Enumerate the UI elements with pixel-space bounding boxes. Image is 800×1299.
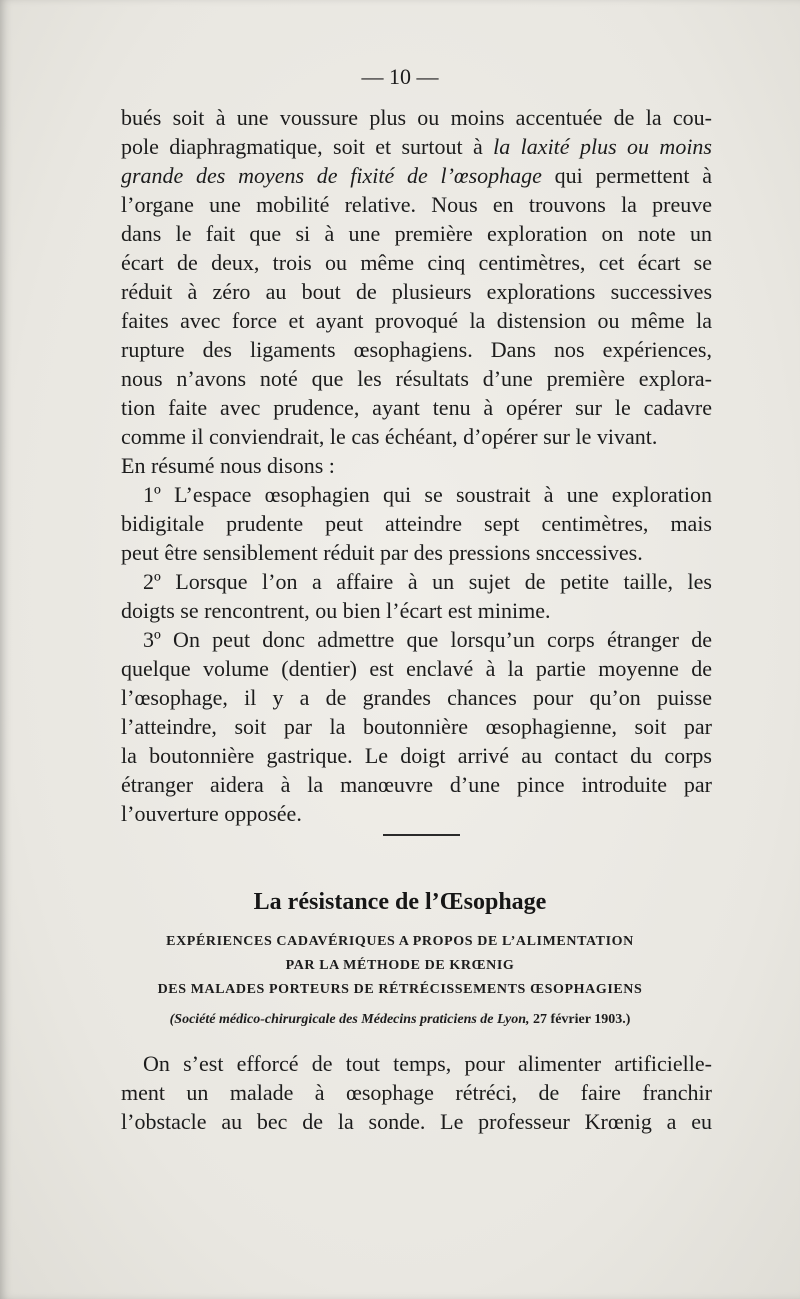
text-run: rupture des ligaments œsophagiens. Dans nos expériences, [121, 337, 712, 362]
text-line [121, 248, 712, 277]
text-run: l’ouverture opposée. [121, 801, 302, 826]
text-run: 1º L’espace œsophagien qui se soustrait à une exploration [143, 482, 712, 507]
text-line [121, 422, 712, 451]
text-run: 2º Lorsque l’on a affaire à un sujet de petite taille, les [143, 569, 712, 594]
text-run: On s’est efforcé de tout temps, pour alimenter artificielle- [143, 1051, 712, 1076]
text-line [121, 509, 712, 538]
text-line [121, 741, 712, 770]
text-line [121, 190, 712, 219]
text-line [121, 567, 712, 596]
numbered-conclusions [121, 480, 712, 828]
text-line [121, 712, 712, 741]
text-line [121, 1107, 712, 1136]
text-line [121, 335, 712, 364]
italic-phrase: grande des moyens de fixité de l’œsophage [121, 163, 542, 188]
text-run: l’organe une mobilité relative. Nous en trouvons la preuve [121, 192, 712, 217]
text-line [121, 393, 712, 422]
citation-date: 27 février 1903.) [529, 1012, 631, 1027]
body-text [121, 103, 712, 828]
text-run: l’atteindre, soit par la boutonnière œsophagienne, soit par [121, 714, 712, 739]
italic-phrase: la laxité plus ou moins [493, 134, 712, 159]
text-run: réduit à zéro au bout de plusieurs explorations successives [121, 279, 712, 304]
text-line [121, 538, 712, 567]
text-run: doigts se rencontrent, ou bien l’écart est minime. [121, 598, 551, 623]
body-paragraph [121, 103, 712, 480]
text-line [121, 277, 712, 306]
text-run: peut être sensiblement réduit par des pressions snccessives. [121, 540, 643, 565]
section-subtitle-line-2: PAR LA MÉTHODE DE KRŒNIG [285, 958, 515, 973]
text-run: tion faite avec prudence, ayant tenu à opérer sur le cadavre [121, 395, 712, 420]
text-run: comme il conviendrait, le cas échéant, d’opérer sur le vivant. [121, 424, 658, 449]
page-number: — 10 — [361, 64, 439, 89]
text-line [121, 799, 712, 828]
text-line [121, 306, 712, 335]
text-run: dans le fait que si à une première exploration on note un [121, 221, 712, 246]
text-run: bidigitale prudente peut atteindre sept centimètres, mais [121, 511, 712, 536]
section-divider [383, 834, 460, 836]
text-run: l’œsophage, il y a de grandes chances pour qu’on puisse [121, 685, 712, 710]
text-run: étranger aidera à la manœuvre d’une pince introduite par [121, 772, 712, 797]
section-citation [0, 1012, 800, 1028]
text-run: qui permettent à [541, 163, 712, 188]
section-subtitle-line-3: DES MALADES PORTEURS DE RÉTRÉCISSEMENTS ŒSOPHAGIENS [157, 982, 643, 997]
text-run: bués soit à une voussure plus ou moins accentuée de la cou- [121, 105, 712, 130]
text-run: ment un malade à œsophage rétréci, de faire franchir [121, 1080, 712, 1105]
text-line [121, 1049, 712, 1078]
text-run: faites avec force et ayant provoqué la distension ou même la [121, 308, 712, 333]
text-run: 3º On peut donc admettre que lorsqu’un corps étranger de [143, 627, 712, 652]
text-line [121, 596, 712, 625]
text-line [121, 219, 712, 248]
text-run: nous n’avons noté que les résultats d’une première explora- [121, 366, 712, 391]
text-run: écart de deux, trois ou même cinq centimètres, cet écart se [121, 250, 712, 275]
text-run: la boutonnière gastrique. Le doigt arrivé au contact du corps [121, 743, 712, 768]
text-line [121, 625, 712, 654]
text-run: En résumé nous disons : [121, 453, 335, 478]
text-line [121, 103, 712, 132]
text-line [121, 364, 712, 393]
text-line [121, 161, 712, 190]
section-title: La résistance de l’Œsophage [253, 889, 547, 915]
text-run: l’obstacle au bec de la sonde. Le professeur Krœnig a eu [121, 1109, 712, 1134]
closing-paragraph [121, 1049, 712, 1136]
text-line [121, 1078, 712, 1107]
citation-society: (Société médico-chirurgicale des Médecins praticiens de Lyon, [169, 1012, 530, 1027]
text-line [121, 132, 712, 161]
text-run: quelque volume (dentier) est enclavé à la partie moyenne de [121, 656, 712, 681]
text-line [121, 480, 712, 509]
closing-text [121, 1049, 712, 1136]
text-run: pole diaphragmatique, soit et surtout à [121, 134, 494, 159]
section-subtitle-line-1: EXPÉRIENCES CADAVÉRIQUES A PROPOS DE L’ALIMENTATION [166, 934, 634, 949]
text-line [121, 654, 712, 683]
text-line [121, 770, 712, 799]
text-line [121, 683, 712, 712]
text-line [121, 451, 712, 480]
